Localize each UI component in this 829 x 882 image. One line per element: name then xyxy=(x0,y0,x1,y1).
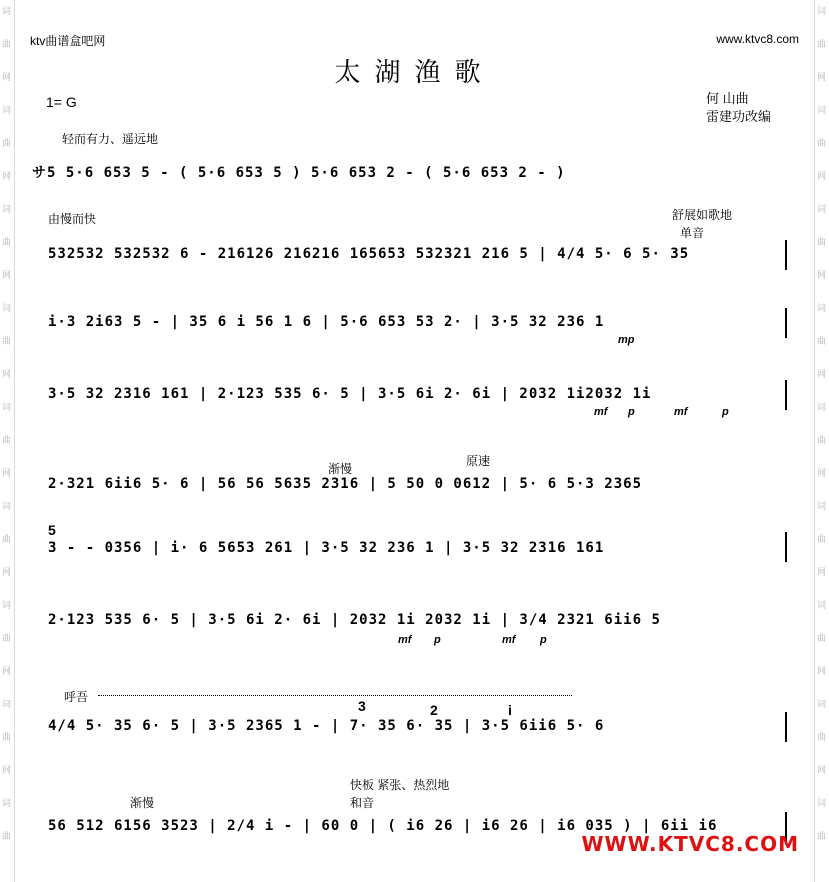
staff-line-3 xyxy=(0,308,829,348)
dynamic-mf: mf xyxy=(398,634,412,646)
side-mark-char: 曲 xyxy=(817,237,827,247)
expression-slow-to-fast: 由慢而快 xyxy=(48,212,97,226)
dynamic-mf: mf xyxy=(502,634,516,646)
song-title: 太湖渔歌 xyxy=(334,58,495,88)
key-signature: 1= G xyxy=(46,94,77,110)
dynamic-mf: mf xyxy=(594,406,608,418)
side-mark-char: 曲 xyxy=(2,732,12,742)
side-mark-char: 词 xyxy=(2,600,12,610)
side-mark-char: 网 xyxy=(2,72,12,82)
side-mark-char: 词 xyxy=(817,402,827,412)
notation-line-3: i·3 2i63 5 - | 35 6 i 56 1 6 | 5·6 653 53 2· | 3·5 32 236 1 xyxy=(48,314,605,330)
side-mark-char: 词 xyxy=(817,105,827,115)
expression-gradually-slower: 渐慢 xyxy=(328,462,353,476)
side-mark-char: 网 xyxy=(2,567,12,577)
site-name-left: ktv曲谱盒吧网 xyxy=(30,34,106,48)
side-mark-char: 网 xyxy=(2,765,12,775)
dynamic-p: p xyxy=(722,406,729,418)
shout-extension-line xyxy=(98,695,572,696)
side-mark-char: 词 xyxy=(2,402,12,412)
side-mark-char: 网 xyxy=(2,270,12,280)
expression-opening: 轻而有力、遥远地 xyxy=(62,132,159,146)
barline xyxy=(785,712,787,742)
side-mark-char: 曲 xyxy=(817,831,827,841)
side-mark-char: 网 xyxy=(2,171,12,181)
side-mark-char: 词 xyxy=(2,6,12,16)
notation-line-9: 56 512 6156 3523 | 2/4 i - | 60 0 | ( i6 26 | i6 26 | i6 035 ) | 6ii i6 xyxy=(48,818,718,834)
side-mark-char: 曲 xyxy=(2,534,12,544)
side-mark-char: 曲 xyxy=(2,237,12,247)
staff-line-8 xyxy=(0,712,829,752)
expression-expansive: 舒展如歌地 xyxy=(672,208,733,222)
side-mark-char: 词 xyxy=(2,798,12,808)
dynamic-mp: mp xyxy=(618,334,635,346)
side-mark-char: 网 xyxy=(817,171,827,181)
arranger-credit: 雷建功改编 xyxy=(706,109,772,124)
watermark-url: WWW.KTVC8.COM xyxy=(581,832,799,856)
side-mark-char: 曲 xyxy=(2,138,12,148)
staff-line-5 xyxy=(0,470,829,510)
staff-line-6 xyxy=(0,518,829,558)
side-mark-char: 词 xyxy=(817,699,827,709)
side-mark-char: 曲 xyxy=(817,336,827,346)
side-mark-char: 曲 xyxy=(2,831,12,841)
expression-fast-tense: 快板 紧张、热烈地 xyxy=(350,778,450,792)
side-mark-char: 词 xyxy=(817,303,827,313)
notation-line-1: サ5 5·6 653 5 - ( 5·6 653 5 ) 5·6 653 2 - ( 5·6 653 2 - ) xyxy=(32,165,566,181)
staff-line-1 xyxy=(0,150,829,190)
expression-shout: 呼吾 xyxy=(64,690,89,704)
dynamic-p: p xyxy=(628,406,635,418)
chord-top-note: 5 xyxy=(48,522,56,538)
composer-credit: 何 山曲 xyxy=(706,91,749,106)
side-mark-char: 网 xyxy=(817,567,827,577)
side-mark-char: 网 xyxy=(2,369,12,379)
side-mark-char: 网 xyxy=(817,369,827,379)
side-mark-char: 曲 xyxy=(2,633,12,643)
expression-single-tone: 单音 xyxy=(680,226,705,240)
side-mark-char: 网 xyxy=(817,270,827,280)
notation-line-4: 3·5 32 2316 161 | 2·123 535 6· 5 | 3·5 6i 2· 6i | 2032 1i2032 1i xyxy=(48,386,652,402)
side-mark-char: 网 xyxy=(817,765,827,775)
side-mark-char: 词 xyxy=(2,204,12,214)
side-mark-char: 词 xyxy=(2,105,12,115)
side-mark-char: 曲 xyxy=(2,336,12,346)
side-mark-char: 曲 xyxy=(817,633,827,643)
chord-mark: 3 xyxy=(358,698,366,714)
staff-line-4 xyxy=(0,380,829,420)
site-url-right: www.ktvc8.com xyxy=(716,32,799,46)
side-mark-char: 词 xyxy=(2,303,12,313)
expression-chord: 和音 xyxy=(350,796,375,810)
notation-line-5: 2·321 6ii6 5· 6 | 56 56 5635 2316 | 5 50 0 0612 | 5· 6 5·3 2365 xyxy=(48,476,643,492)
side-mark-char: 网 xyxy=(817,72,827,82)
side-mark-char: 曲 xyxy=(817,39,827,49)
side-mark-char: 词 xyxy=(817,6,827,16)
side-mark-char: 网 xyxy=(817,666,827,676)
side-mark-char: 网 xyxy=(2,666,12,676)
side-mark-char: 词 xyxy=(817,798,827,808)
side-mark-char: 网 xyxy=(817,468,827,478)
side-mark-char: 词 xyxy=(817,600,827,610)
barline xyxy=(785,240,787,270)
barline xyxy=(785,380,787,410)
side-mark-char: 网 xyxy=(2,468,12,478)
notation-line-6: 3 - - 0356 | i· 6 5653 261 | 3·5 32 236 1 | 3·5 32 2316 161 xyxy=(48,540,605,556)
side-mark-char: 词 xyxy=(2,501,12,511)
staff-line-2 xyxy=(0,238,829,278)
expression-original-tempo: 原速 xyxy=(466,454,491,468)
side-mark-char: 曲 xyxy=(2,435,12,445)
chord-mark: i xyxy=(508,702,512,718)
notation-line-2: 532532 532532 6 - 216126 216216 165653 532321 216 5 | 4/4 5· 6 5· 35 xyxy=(48,246,690,262)
barline xyxy=(785,308,787,338)
side-mark-char: 词 xyxy=(2,699,12,709)
staff-line-7 xyxy=(0,606,829,646)
dynamic-p: p xyxy=(434,634,441,646)
barline xyxy=(785,532,787,562)
expression-gradually-slower-2: 渐慢 xyxy=(130,796,155,810)
side-mark-char: 词 xyxy=(817,204,827,214)
side-mark-char: 词 xyxy=(817,501,827,511)
side-mark-char: 曲 xyxy=(817,732,827,742)
side-mark-char: 曲 xyxy=(817,435,827,445)
side-mark-char: 曲 xyxy=(817,138,827,148)
dynamic-p: p xyxy=(540,634,547,646)
notation-line-7: 2·123 535 6· 5 | 3·5 6i 2· 6i | 2032 1i 2032 1i | 3/4 2321 6ii6 5 xyxy=(48,612,661,628)
side-mark-char: 曲 xyxy=(2,39,12,49)
notation-line-8: 4/4 5· 35 6· 5 | 3·5 2365 1 - | 7· 35 6· 35 | 3·5 6ii6 5· 6 xyxy=(48,718,605,734)
side-mark-char: 曲 xyxy=(817,534,827,544)
dynamic-mf: mf xyxy=(674,406,688,418)
chord-mark: 2 xyxy=(430,702,438,718)
